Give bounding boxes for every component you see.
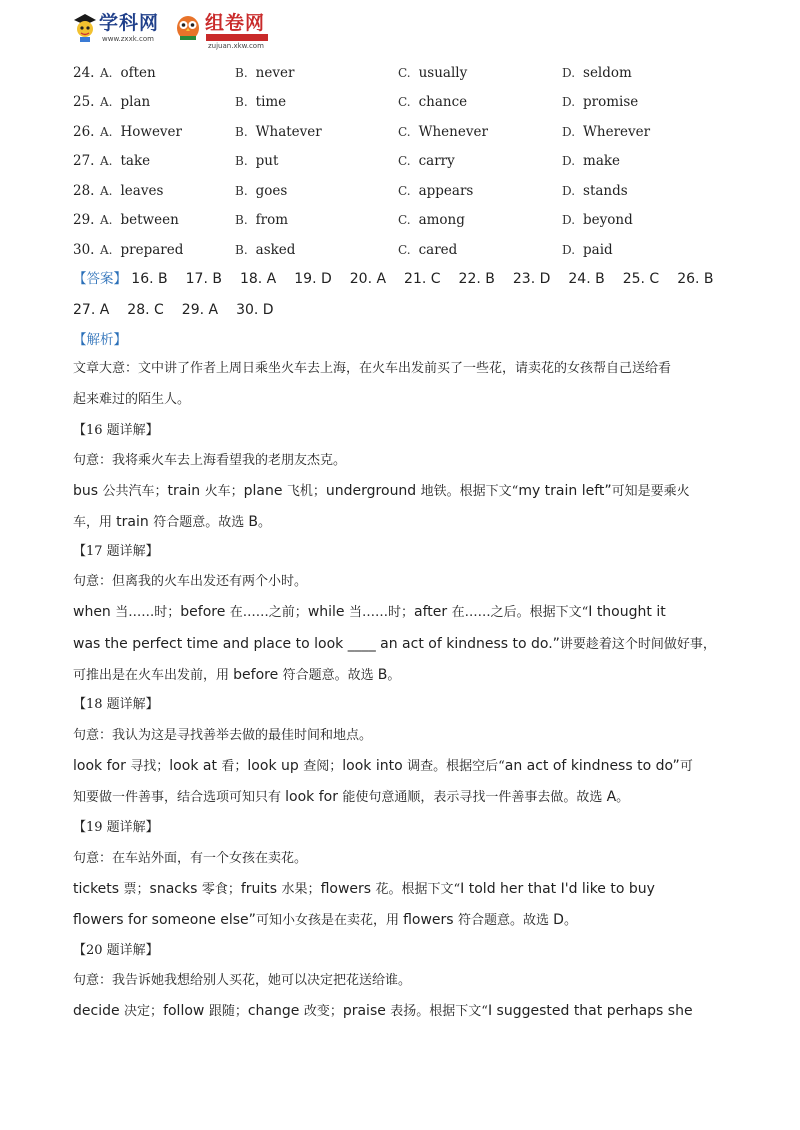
option-text: take (120, 153, 151, 169)
question-number: 24. (73, 65, 95, 81)
option-letter: B. (235, 154, 248, 168)
answer-item: 24. B (568, 271, 605, 287)
option-letter: B. (235, 184, 248, 198)
english-text: look for (73, 758, 131, 774)
summary-line-2: 起来难过的陌生人。 (73, 392, 191, 407)
english-text: flowers (403, 912, 459, 928)
option-letter: B. (235, 213, 248, 227)
option-text: Whenever (418, 124, 488, 140)
detail-meaning: 句意：在车站外面，有一个女孩在卖花。 (73, 851, 308, 866)
option-letter: A. (100, 184, 113, 198)
chinese-text: 可知是要乘火 (611, 484, 690, 499)
option-text: from (255, 212, 289, 228)
english-text: D (553, 912, 564, 928)
option-a (100, 150, 150, 172)
english-text: an act of kindness to do” (504, 758, 680, 774)
detail-title: 【17 题详解】 (73, 544, 159, 559)
detail-explanation-line (73, 480, 690, 503)
option-letter: A. (100, 95, 113, 109)
detail-explanation-line (73, 664, 400, 687)
option-d (562, 209, 633, 231)
answer-line-2 (73, 299, 292, 321)
option-a (100, 91, 150, 113)
english-text: while (307, 604, 349, 620)
english-text: snacks (149, 881, 202, 897)
xkw-logo (72, 10, 170, 44)
english-text: flowers for someone else” (73, 912, 256, 928)
english-text: fruits (240, 881, 282, 897)
answer-item: 29. A (181, 302, 219, 318)
chinese-text: 符合题意。故选 (458, 913, 554, 928)
english-text: before (233, 667, 283, 683)
chinese-text: 火车； (204, 484, 244, 499)
chinese-text: 票； (123, 882, 150, 897)
detail-meaning: 句意：我认为这是寻找善举去做的最佳时间和地点。 (73, 728, 373, 743)
chinese-text: 可知小女孩是在卖花，用 (255, 913, 404, 928)
option-text: chance (418, 94, 468, 110)
option-letter: C. (398, 243, 411, 257)
english-text: flowers (320, 881, 376, 897)
chinese-text: 在……之后。根据下文“ (451, 605, 589, 620)
chinese-text: 可推出是在火车出发前，用 (73, 668, 234, 683)
answer-item: 21. C (404, 271, 441, 287)
answer-item: 22. B (458, 271, 495, 287)
english-text: I told her that I'd like to buy (460, 881, 655, 897)
chinese-text: 在……之前； (229, 605, 308, 620)
option-letter: D. (562, 125, 576, 139)
detail-title: 【20 题详解】 (73, 943, 159, 958)
option-text: between (120, 212, 179, 228)
answer-item: 26. B (677, 271, 714, 287)
option-b (235, 180, 287, 202)
option-d (562, 91, 638, 113)
logo1-text: 学科网 (99, 12, 160, 34)
detail-title: 【18 题详解】 (73, 697, 159, 712)
option-a (100, 62, 156, 84)
option-text: promise (583, 94, 639, 110)
option-letter: B. (235, 95, 248, 109)
option-b (235, 62, 294, 84)
option-letter: D. (562, 243, 576, 257)
option-d (562, 180, 628, 202)
chinese-text: 当……时； (115, 605, 181, 620)
chinese-text: 看； (221, 759, 248, 774)
chinese-text: 讲要趁着这个时间做好事， (559, 637, 716, 652)
english-text: when (73, 604, 116, 620)
option-c (398, 91, 467, 113)
answer-line-1 (73, 268, 714, 290)
answer-item: 16. B (131, 271, 168, 287)
analysis-tag-text: 【解析】 (73, 332, 127, 348)
option-c (398, 180, 473, 202)
chinese-text: 水果； (281, 882, 321, 897)
detail-explanation-line (73, 511, 271, 534)
english-text: before (180, 604, 230, 620)
chinese-text: 。 (257, 515, 271, 530)
chinese-text: 可 (679, 759, 693, 774)
option-text: plan (120, 94, 151, 110)
option-text: put (255, 153, 279, 169)
option-text: stands (583, 183, 628, 199)
option-d (562, 62, 632, 84)
chinese-text: 决定； (124, 1004, 164, 1019)
answer-tag: 【答案】 (73, 271, 127, 287)
english-text: A (606, 789, 617, 805)
english-text: look up (247, 758, 304, 774)
chinese-text: 跟随； (208, 1004, 248, 1019)
option-c (398, 150, 455, 172)
option-text: among (418, 212, 465, 228)
option-c (398, 239, 457, 261)
english-text: I suggested that perhaps she (487, 1003, 693, 1019)
option-letter: C. (398, 184, 411, 198)
option-d (562, 239, 613, 261)
option-letter: D. (562, 213, 576, 227)
option-c (398, 209, 465, 231)
question-number: 27. (73, 153, 95, 169)
mascot-icon (72, 12, 98, 42)
option-c (398, 121, 488, 143)
question-number: 25. (73, 94, 95, 110)
logo1-url: www.zxxk.com (102, 35, 154, 43)
option-b (235, 150, 278, 172)
option-text: asked (255, 242, 296, 258)
detail-explanation-line (73, 1000, 693, 1023)
analysis-tag (73, 329, 127, 351)
detail-explanation-line (73, 909, 577, 932)
chinese-text: 当……时； (348, 605, 414, 620)
option-letter: D. (562, 95, 576, 109)
english-text: train (116, 514, 154, 530)
option-a (100, 180, 163, 202)
option-text: leaves (120, 183, 164, 199)
english-text: tickets (73, 881, 124, 897)
summary-line-1: 文章大意：文中讲了作者上周日乘坐火车去上海，在火车出发前买了一些花，请卖花的女孩帮自己送给看 (73, 361, 672, 376)
detail-meaning: 句意：我将乘火车去上海看望我的老朋友杰克。 (73, 453, 347, 468)
option-text: goes (255, 183, 288, 199)
answer-item: 27. A (73, 302, 110, 318)
chinese-text: 知要做一件善事，结合选项可知只有 (73, 790, 286, 805)
option-letter: D. (562, 66, 576, 80)
option-a (100, 121, 182, 143)
detail-title: 【19 题详解】 (73, 820, 159, 835)
chinese-text: 飞机； (286, 484, 326, 499)
answer-item: 30. D (236, 302, 274, 318)
chinese-text: 花。根据下文“ (375, 882, 461, 897)
option-b (235, 239, 295, 261)
english-text: was the perfect time and place to look ____ an act of kindness to do.” (73, 636, 560, 652)
logo2-text: 组卷网 (205, 12, 266, 34)
option-letter: B. (235, 125, 248, 139)
option-d (562, 150, 620, 172)
english-text: look at (169, 758, 222, 774)
option-b (235, 209, 288, 231)
page-header (72, 8, 312, 48)
option-a (100, 239, 183, 261)
chinese-text: 地铁。根据下文“ (420, 484, 519, 499)
option-text: However (120, 124, 182, 140)
answer-item: 20. A (349, 271, 387, 287)
option-letter: D. (562, 184, 576, 198)
english-text: plane (243, 483, 287, 499)
english-text: change (247, 1003, 304, 1019)
english-text: after (414, 604, 452, 620)
answer-item: 25. C (622, 271, 660, 287)
english-text: look into (342, 758, 408, 774)
option-text: prepared (120, 242, 184, 258)
answer-item: 17. B (185, 271, 222, 287)
option-letter: D. (562, 154, 576, 168)
english-text: praise (342, 1003, 391, 1019)
answer-item: 28. C (127, 302, 164, 318)
detail-explanation-line (73, 633, 716, 656)
option-letter: C. (398, 154, 411, 168)
option-letter: A. (100, 243, 113, 257)
option-letter: A. (100, 213, 113, 227)
option-text: paid (583, 242, 613, 258)
answer-item: 18. A (239, 271, 277, 287)
detail-explanation-line (73, 878, 655, 901)
chinese-text: 零食； (201, 882, 241, 897)
option-letter: B. (235, 243, 248, 257)
chinese-text: 查阅； (303, 759, 343, 774)
chinese-text: 符合题意。故选 (282, 668, 378, 683)
chinese-text: 公共汽车； (102, 484, 168, 499)
chinese-text: 调查。根据空后“ (407, 759, 505, 774)
option-text: beyond (583, 212, 633, 228)
option-letter: C. (398, 125, 411, 139)
english-text: train (167, 483, 205, 499)
question-number: 26. (73, 124, 95, 140)
english-text: decide (73, 1003, 125, 1019)
option-c (398, 62, 467, 84)
option-letter: C. (398, 95, 411, 109)
option-b (235, 121, 322, 143)
logo2-banner (206, 34, 268, 41)
english-text: I thought it (588, 604, 666, 620)
detail-explanation-line (73, 786, 629, 809)
chinese-text: 能使句意通顺，表示寻找一件善事去做。故选 (342, 790, 607, 805)
chinese-text: 表扬。根据下文“ (390, 1004, 488, 1019)
option-a (100, 209, 179, 231)
option-d (562, 121, 650, 143)
detail-title: 【16 题详解】 (73, 423, 159, 438)
option-letter: A. (100, 154, 113, 168)
chinese-text: 改变； (303, 1004, 343, 1019)
chinese-text: 符合题意。故选 (153, 515, 249, 530)
option-text: Whatever (255, 124, 322, 140)
chinese-text: 。 (616, 790, 630, 805)
owl-mascot-icon (174, 10, 202, 42)
option-text: cared (418, 242, 458, 258)
english-text: my train left” (518, 483, 612, 499)
option-letter: C. (398, 213, 411, 227)
option-letter: A. (100, 66, 113, 80)
question-number: 28. (73, 183, 95, 199)
option-text: make (583, 153, 621, 169)
question-number: 29. (73, 212, 95, 228)
chinese-text: 寻找； (130, 759, 170, 774)
english-text: underground (325, 483, 421, 499)
detail-meaning: 句意：但离我的火车出发还有两个小时。 (73, 574, 308, 589)
option-letter: A. (100, 125, 113, 139)
option-letter: B. (235, 66, 248, 80)
option-letter: C. (398, 66, 411, 80)
chinese-text: 车，用 (73, 515, 117, 530)
option-text: appears (418, 183, 474, 199)
detail-explanation-line (73, 601, 666, 624)
english-text: bus (73, 483, 103, 499)
detail-explanation-line (73, 755, 693, 778)
chinese-text: 。 (563, 913, 577, 928)
english-text: look for (285, 789, 343, 805)
option-text: carry (418, 153, 455, 169)
english-text: B (377, 667, 388, 683)
answer-item: 19. D (294, 271, 332, 287)
english-text: B (248, 514, 258, 530)
chinese-text: 。 (387, 668, 401, 683)
answer-item: 23. D (512, 271, 551, 287)
english-text: follow (163, 1003, 209, 1019)
option-text: usually (418, 65, 468, 81)
option-b (235, 91, 286, 113)
logo2-url: zujuan.xkw.com (208, 42, 264, 50)
question-number: 30. (73, 242, 95, 258)
option-text: often (120, 65, 156, 81)
zjw-logo (174, 10, 304, 50)
option-text: seldom (583, 65, 632, 81)
option-text: time (255, 94, 287, 110)
detail-meaning: 句意：我告诉她我想给别人买花，她可以决定把花送给谁。 (73, 973, 412, 988)
option-text: never (255, 65, 295, 81)
option-text: Wherever (583, 124, 651, 140)
